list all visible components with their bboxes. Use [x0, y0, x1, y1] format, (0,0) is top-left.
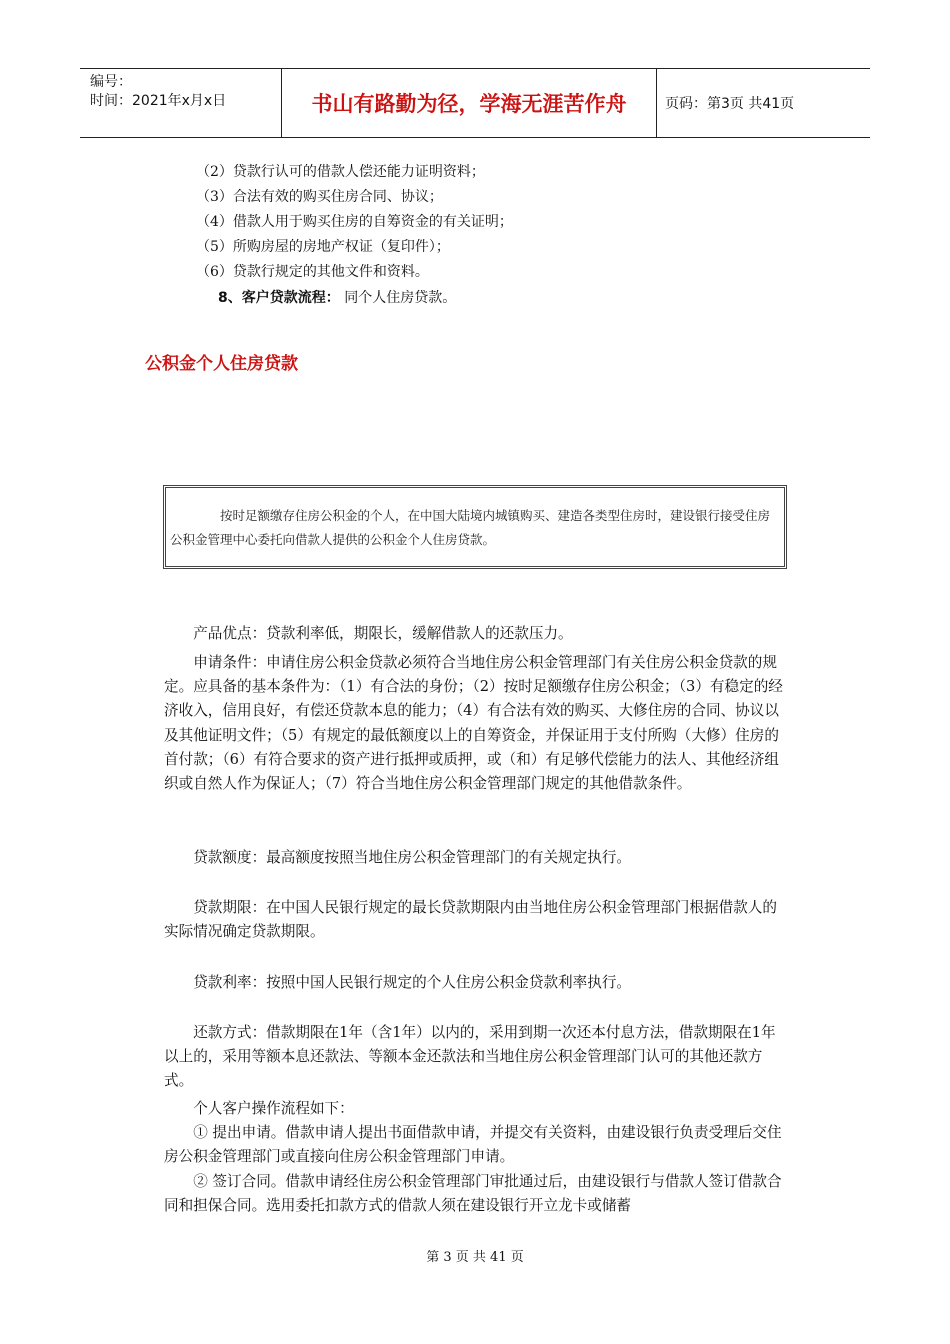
process-line: [218, 286, 456, 310]
page-header: [80, 68, 870, 138]
step2-paragraph: ② 签订合同。借款申请经住房公积金管理部门审批通过后，由建设银行与借款人签订借款合同和担保合同。选用委托扣款方式的借款人须在建设银行开立龙卡或储蓄: [164, 1173, 782, 1215]
page-footer: 第 3 页 共 41 页: [426, 1250, 524, 1265]
step1-paragraph: ① 提出申请。借款申请人提出书面借款申请，并提交有关资料，由建设银行负责受理后交住房公积金管理部门或直接向住房公积金管理部门申请。: [164, 1124, 782, 1166]
intro-box: [163, 485, 787, 569]
flow-intro: 个人客户操作流程如下：: [193, 1100, 354, 1117]
repayment-paragraph: 还款方式：借款期限在1年（含1年）以内的，采用到期一次还本付息方法，借款期限在1年以上的，采用等额本息还款法、等额本金还款法和当地住房公积金管理部门认可的其他还款方式。: [164, 1024, 776, 1090]
list-item: （4）借款人用于购买住房的自筹资金的有关证明；: [196, 214, 513, 230]
rate-paragraph: 贷款利率：按照中国人民银行规定的个人住房公积金贷款利率执行。: [193, 974, 632, 991]
list-item: （2）贷款行认可的借款人偿还能力证明资料；: [196, 164, 485, 180]
term-paragraph: 贷款期限：在中国人民银行规定的最长贷款期限内由当地住房公积金管理部门根据借款人的实际情况确定贷款期限。: [164, 899, 777, 941]
conditions-paragraph: 申请条件：申请住房公积金贷款必须符合当地住房公积金管理部门有关住房公积金贷款的规定。应具备的基本条件为：（1）有合法的身份；（2）按时足额缴存住房公积金；（3）有稳定的经济收入，信用良好，有偿还贷款本息的能力；（4）有合法有效的购买、大修住房的合同、协议以及其他证明文件；（5）有规定的最低额度以上的自筹资金，并保证用于支付所购（大修）住房的首付款；（6）有符合要求的资产进行抵押或质押，或（和）有足够代偿能力的法人、其他经济组织或自然人作为保证人；（7）符合当地住房公积金管理部门规定的其他借款条件。: [164, 654, 783, 793]
section-title: 公积金个人住房贷款: [145, 354, 298, 374]
amount-paragraph: 贷款额度：最高额度按照当地住房公积金管理部门的有关规定执行。: [193, 849, 632, 866]
intro-text: 按时足额缴存住房公积金的个人，在中国大陆境内城镇购买、建造各类型住房时，建设银行接受住房公积金管理中心委托向借款人提供的公积金个人住房贷款。: [170, 508, 771, 547]
header-meta: [80, 69, 282, 137]
doc-date-label: 时间：2021年x月x日: [90, 93, 227, 109]
list-item: （5）所购房屋的房地产权证（复印件）；: [196, 239, 450, 255]
list-item: （3）合法有效的购买住房合同、协议；: [196, 189, 443, 205]
advantage-paragraph: 产品优点：贷款利率低，期限长，缓解借款人的还款压力。: [193, 625, 573, 642]
doc-number-label: 编号：: [90, 74, 132, 90]
list-item: （6）贷款行规定的其他文件和资料。: [196, 264, 429, 280]
header-page-label: 页码：第3页 共41页: [665, 96, 795, 112]
header-motto: 书山有路勤为径，学海无涯苦作舟: [282, 69, 657, 137]
process-label: 8、客户贷款流程：: [218, 290, 340, 306]
process-text: 同个人住房贷款。: [339, 290, 457, 306]
